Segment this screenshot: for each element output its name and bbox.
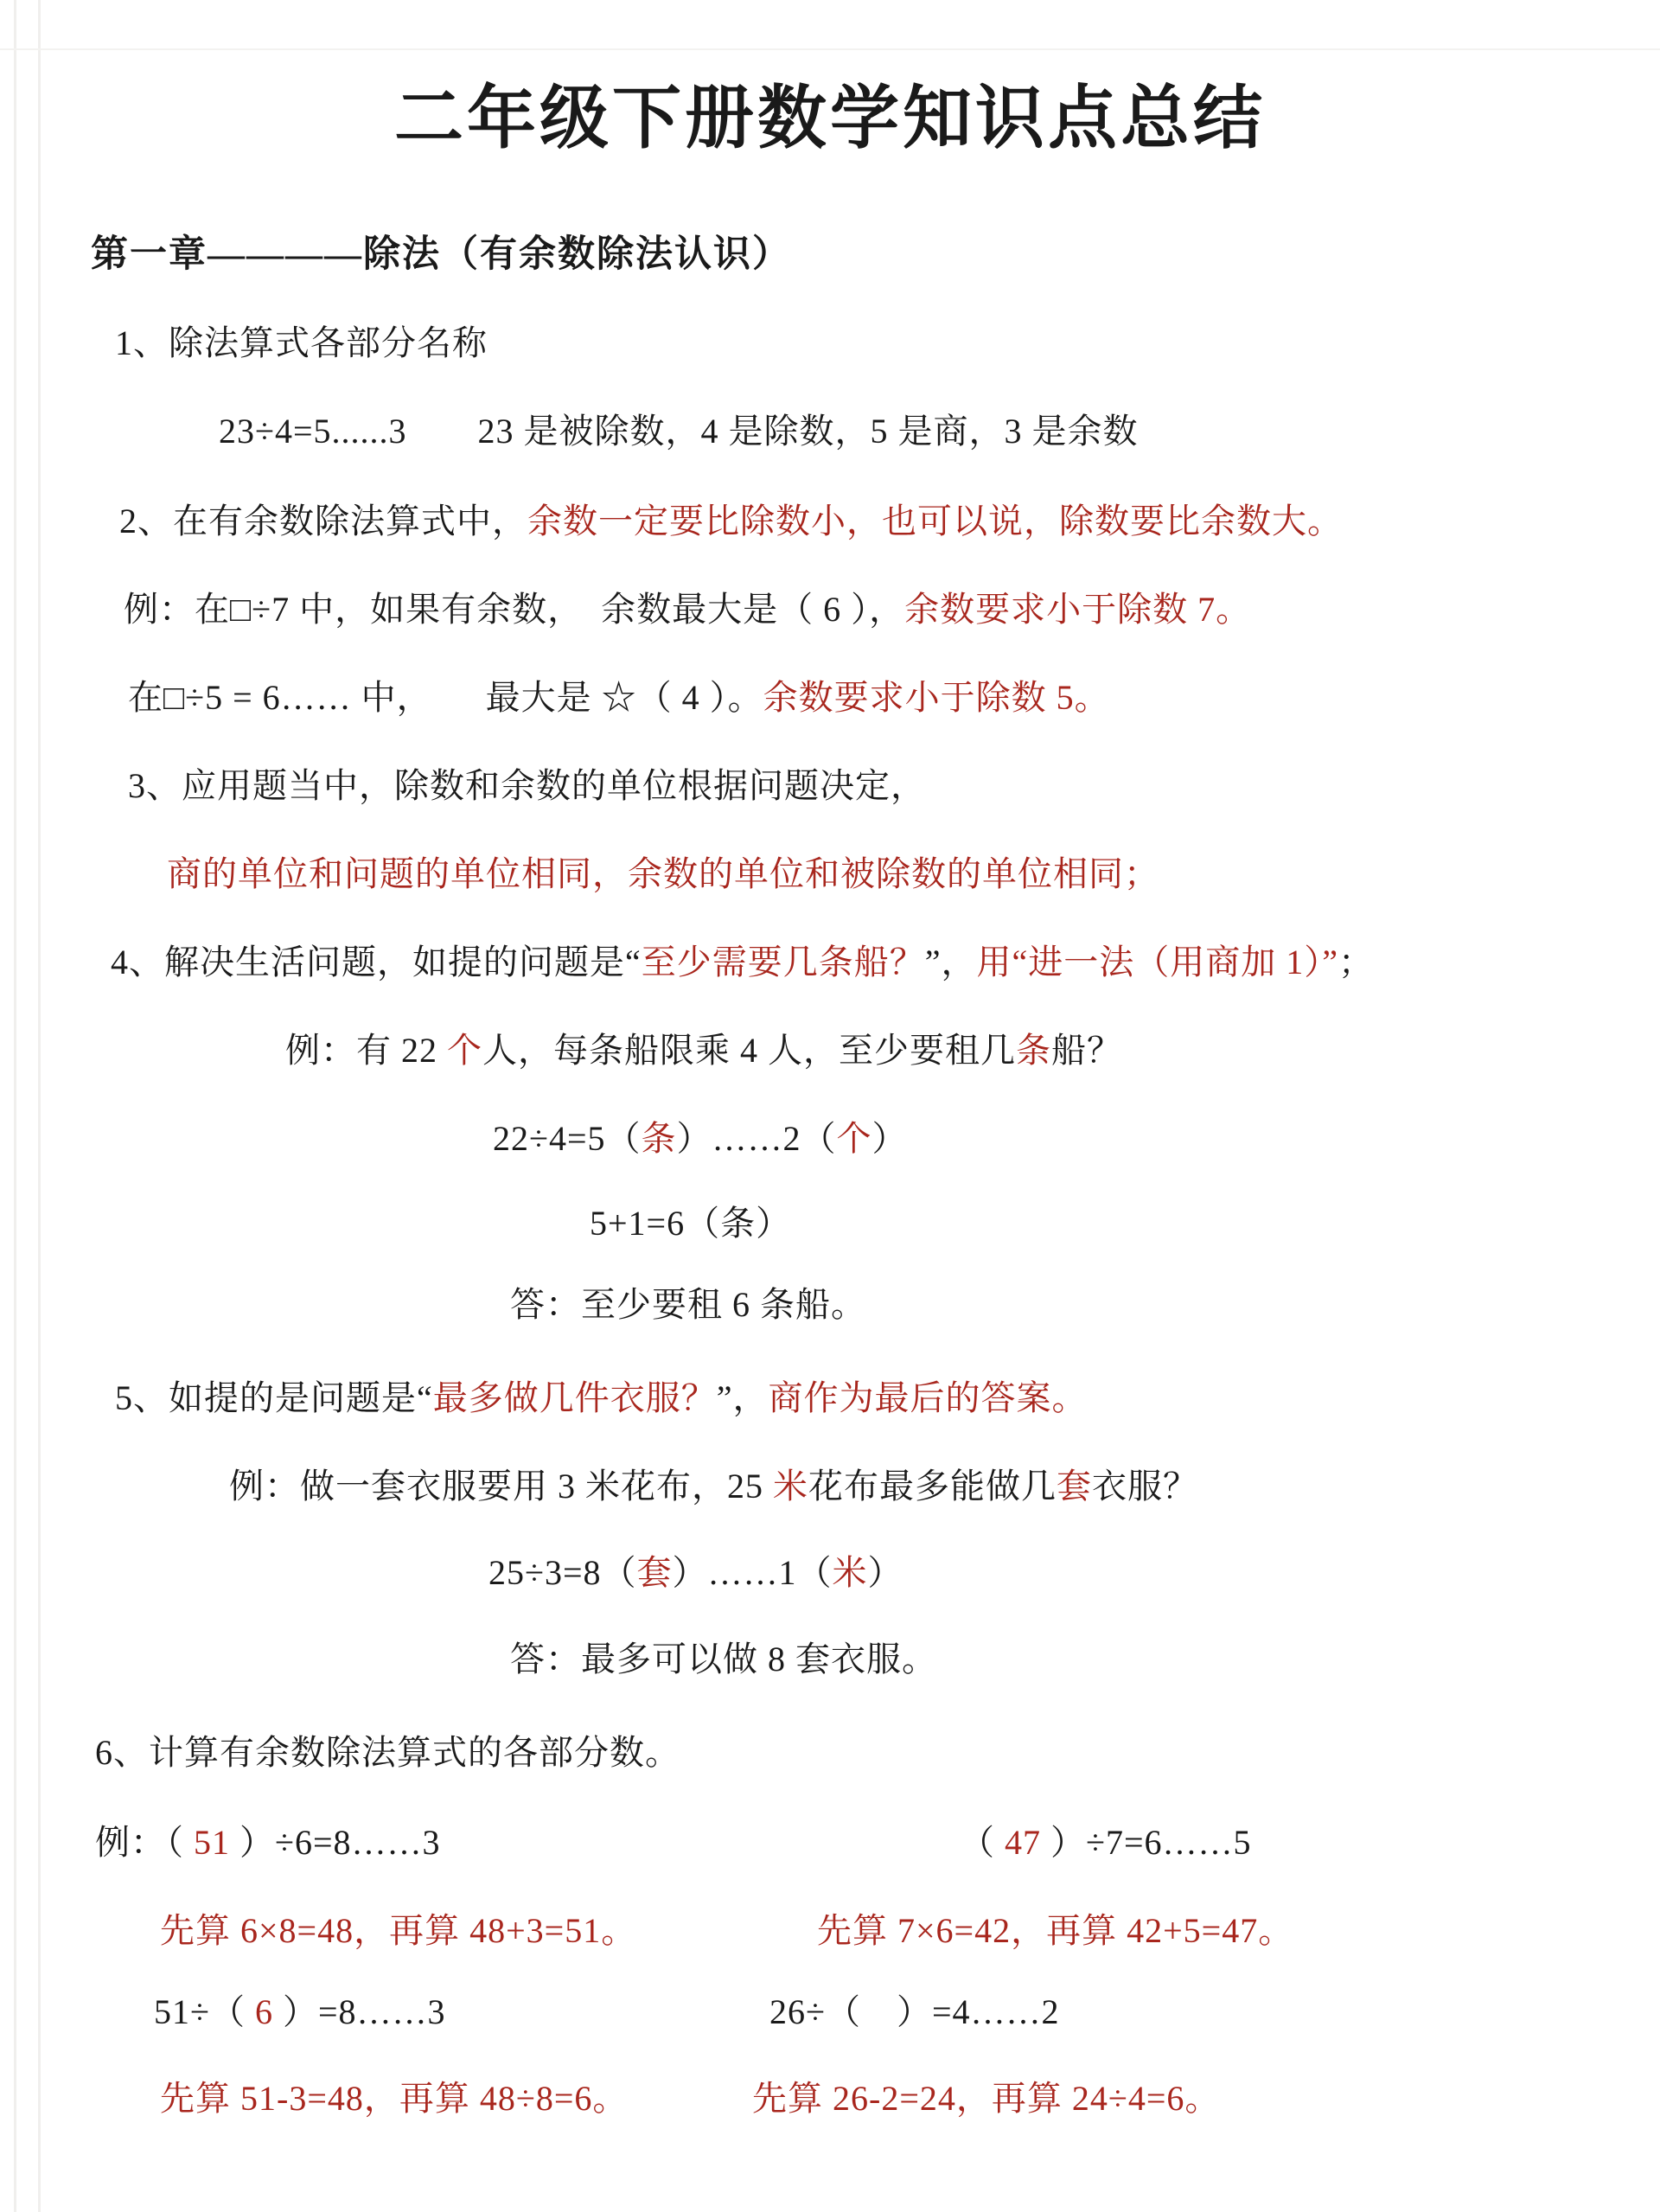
point-5-heading	[115, 1377, 1088, 1420]
text-segment: 条	[641, 1119, 677, 1158]
point-5-example	[229, 1465, 1198, 1508]
point-6-steps2-left	[160, 2077, 628, 2120]
point-4-answer	[510, 1283, 866, 1327]
text-segment: 先算 6×8=48，再算 48+3=51。	[160, 1911, 637, 1950]
text-segment: 51	[194, 1823, 230, 1862]
text-segment: 第一章————除法（有余数除法认识）	[91, 234, 791, 275]
text-segment: ）	[872, 1119, 908, 1158]
text-segment: 套	[1057, 1467, 1092, 1506]
text-segment: 余数要求小于除数 7。	[904, 590, 1252, 629]
text-segment: 5+1=6（条）	[590, 1204, 792, 1243]
page-title: 二年级下册数学知识点总结	[394, 81, 1266, 157]
text-segment: 23÷4=5......3 23 是被除数，4 是除数，5 是商，3 是余数	[219, 412, 1139, 451]
point-6-equation-right	[769, 1991, 1060, 2034]
text-segment: 先算 26-2=24，再算 24÷4=6。	[752, 2079, 1221, 2118]
text-segment: ）	[867, 1553, 903, 1592]
text-segment: 套	[636, 1553, 673, 1592]
text-segment: 例：有 22	[285, 1031, 447, 1070]
text-segment: 米	[832, 1553, 868, 1592]
point-4-heading	[111, 941, 1374, 984]
text-segment: 花布最多能做几	[808, 1467, 1057, 1506]
point-6-example-left	[95, 1821, 441, 1864]
text-segment: 在□÷5 = 6…… 中， 最大是 ☆（ 4 ）。	[128, 678, 763, 717]
point-3-rule	[167, 853, 1159, 896]
text-segment: 2、在有余数除法算式中，	[119, 502, 527, 540]
point-4-equation-1	[493, 1117, 908, 1160]
text-segment: ；	[1338, 943, 1375, 981]
point-4-equation-2	[590, 1202, 791, 1245]
point-5-equation	[488, 1551, 903, 1595]
text-segment: ）……2（	[676, 1119, 837, 1158]
text-segment: 6	[254, 1992, 273, 2031]
point-5-answer	[510, 1638, 937, 1681]
text-segment: 个	[836, 1119, 872, 1158]
text-segment: 商的单位和问题的单位相同，余数的单位和被除数的单位相同；	[167, 854, 1159, 893]
point-2-heading	[119, 500, 1343, 543]
text-segment: 25÷3=8（	[488, 1553, 637, 1592]
text-segment: 条	[1016, 1031, 1051, 1070]
text-segment: ）÷6=8……3	[230, 1823, 441, 1862]
text-segment: 答：最多可以做 8 套衣服。	[510, 1640, 937, 1678]
text-segment: 4、解决生活问题，如提的问题是“	[111, 943, 642, 981]
text-segment: 先算 7×6=42，再算 42+5=47。	[817, 1911, 1294, 1950]
text-segment: 至少需要几条船？	[641, 943, 925, 981]
scan-edge-line	[14, 0, 16, 2212]
text-segment: 衣服？	[1092, 1467, 1198, 1506]
text-segment: 先算 51-3=48，再算 48÷8=6。	[160, 2079, 629, 2118]
text-segment: （	[960, 1823, 1005, 1862]
text-segment: 商作为最后的答案。	[768, 1378, 1088, 1417]
point-6-heading	[95, 1731, 680, 1774]
text-segment: ”，	[716, 1378, 769, 1417]
text-segment: 26÷（ ）=4……2	[769, 1992, 1060, 2031]
text-segment: 船？	[1051, 1031, 1122, 1070]
scan-edge-line	[38, 0, 41, 2212]
text-segment: ”，	[924, 943, 977, 981]
point-2-example-2	[128, 676, 1110, 719]
text-segment: 例：做一套衣服要用 3 米花布，25	[229, 1467, 773, 1506]
point-6-steps2-right	[752, 2077, 1220, 2120]
text-segment: 51÷（	[154, 1992, 255, 2031]
text-segment: 例：在□÷7 中，如果有余数， 余数最大是（ 6 ），	[124, 590, 905, 629]
text-segment: 人，每条船限乘 4 人，至少要租几	[482, 1031, 1016, 1070]
point-6-steps-right	[817, 1909, 1293, 1953]
chapter-heading	[91, 232, 791, 278]
text-segment: 1、除法算式各部分名称	[115, 323, 488, 362]
text-segment: 米	[773, 1467, 808, 1506]
point-3-heading	[128, 764, 926, 808]
text-segment: 6、计算有余数除法算式的各部分数。	[95, 1733, 680, 1772]
text-segment: ）÷7=6……5	[1041, 1823, 1252, 1862]
text-segment: 5、如提的是问题是“	[115, 1378, 433, 1417]
point-6-equation-left	[154, 1991, 446, 2034]
text-segment: 余数一定要比除数小，也可以说，除数要比余数大。	[527, 502, 1343, 540]
text-segment: 22÷4=5（	[493, 1119, 642, 1158]
text-segment: 最多做几件衣服？	[432, 1378, 717, 1417]
point-2-example-1	[124, 588, 1251, 631]
point-4-example	[285, 1029, 1122, 1072]
point-1-equation	[219, 410, 1139, 453]
text-segment: 个	[447, 1031, 482, 1070]
text-segment: 47	[1005, 1823, 1041, 1862]
point-1-heading	[115, 322, 488, 365]
scan-edge-line	[0, 48, 1660, 50]
point-6-steps-left	[160, 1909, 636, 1953]
point-6-example-right	[960, 1821, 1252, 1864]
text-segment: ）……1（	[672, 1553, 833, 1592]
text-segment: ）=8……3	[272, 1992, 446, 2031]
text-segment: 用“进一法（用商加 1）”	[976, 943, 1339, 981]
text-segment: 例：（	[95, 1823, 194, 1862]
text-segment: 余数要求小于除数 5。	[763, 678, 1110, 717]
text-segment: 3、应用题当中，除数和余数的单位根据问题决定，	[128, 766, 926, 805]
text-segment: 答：至少要租 6 条船。	[510, 1285, 866, 1324]
